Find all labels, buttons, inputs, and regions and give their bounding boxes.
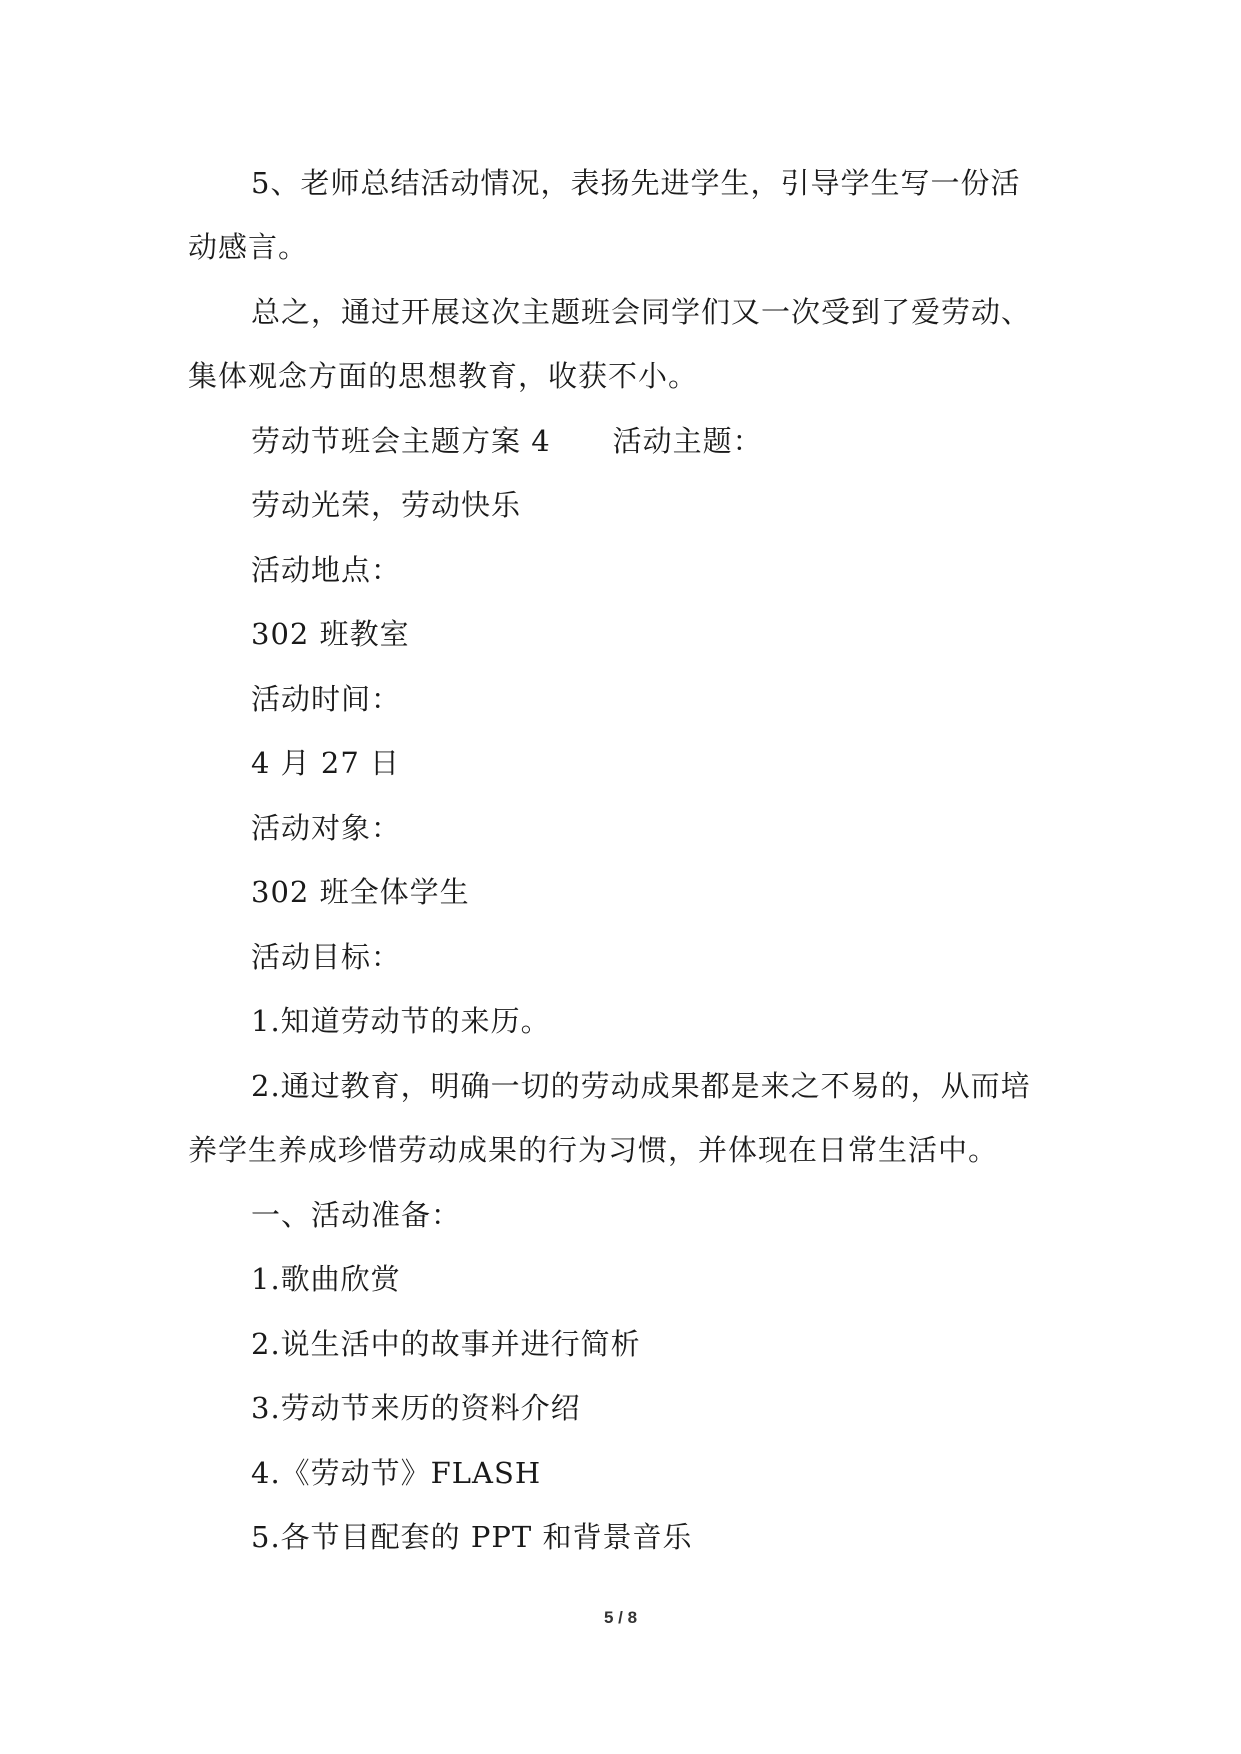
paragraph-line: 养学生养成珍惜劳动成果的行为习惯，并体现在日常生活中。 <box>188 1133 999 1167</box>
field-label: 活动时间： <box>251 682 402 716</box>
field-label: 活动主题： <box>612 424 763 458</box>
paragraph-line: 5、老师总结活动情况，表扬先进学生，引导学生写一份活 <box>251 166 1021 200</box>
list-item: 5.各节目配套的 PPT 和背景音乐 <box>251 1520 693 1554</box>
list-item: 4.《劳动节》FLASH <box>251 1456 542 1490</box>
list-item: 2.说生活中的故事并进行简析 <box>251 1327 641 1361</box>
paragraph-line: 集体观念方面的思想教育，收获不小。 <box>188 359 699 393</box>
section-heading: 一、活动准备： <box>251 1198 462 1232</box>
field-label: 活动地点： <box>251 553 402 587</box>
field-label: 活动对象： <box>251 811 402 845</box>
field-value: 4 月 27 日 <box>251 746 401 780</box>
section-heading: 劳动节班会主题方案 4 <box>251 424 551 458</box>
list-item: 1.歌曲欣赏 <box>251 1262 401 1296</box>
paragraph-line: 动感言。 <box>188 230 309 264</box>
list-item: 1.知道劳动节的来历。 <box>251 1004 551 1038</box>
field-label: 活动目标： <box>251 940 402 974</box>
field-value: 劳动光荣，劳动快乐 <box>251 488 522 522</box>
page-number: 5 / 8 <box>603 1608 638 1627</box>
list-item: 3.劳动节来历的资料介绍 <box>251 1391 581 1425</box>
field-value: 302 班全体学生 <box>251 875 470 909</box>
field-value: 302 班教室 <box>251 617 410 651</box>
list-item: 2.通过教育，明确一切的劳动成果都是来之不易的，从而培 <box>251 1069 1031 1103</box>
section-heading-line <box>251 421 763 461</box>
paragraph-line: 总之，通过开展这次主题班会同学们又一次受到了爱劳动、 <box>251 295 1032 329</box>
